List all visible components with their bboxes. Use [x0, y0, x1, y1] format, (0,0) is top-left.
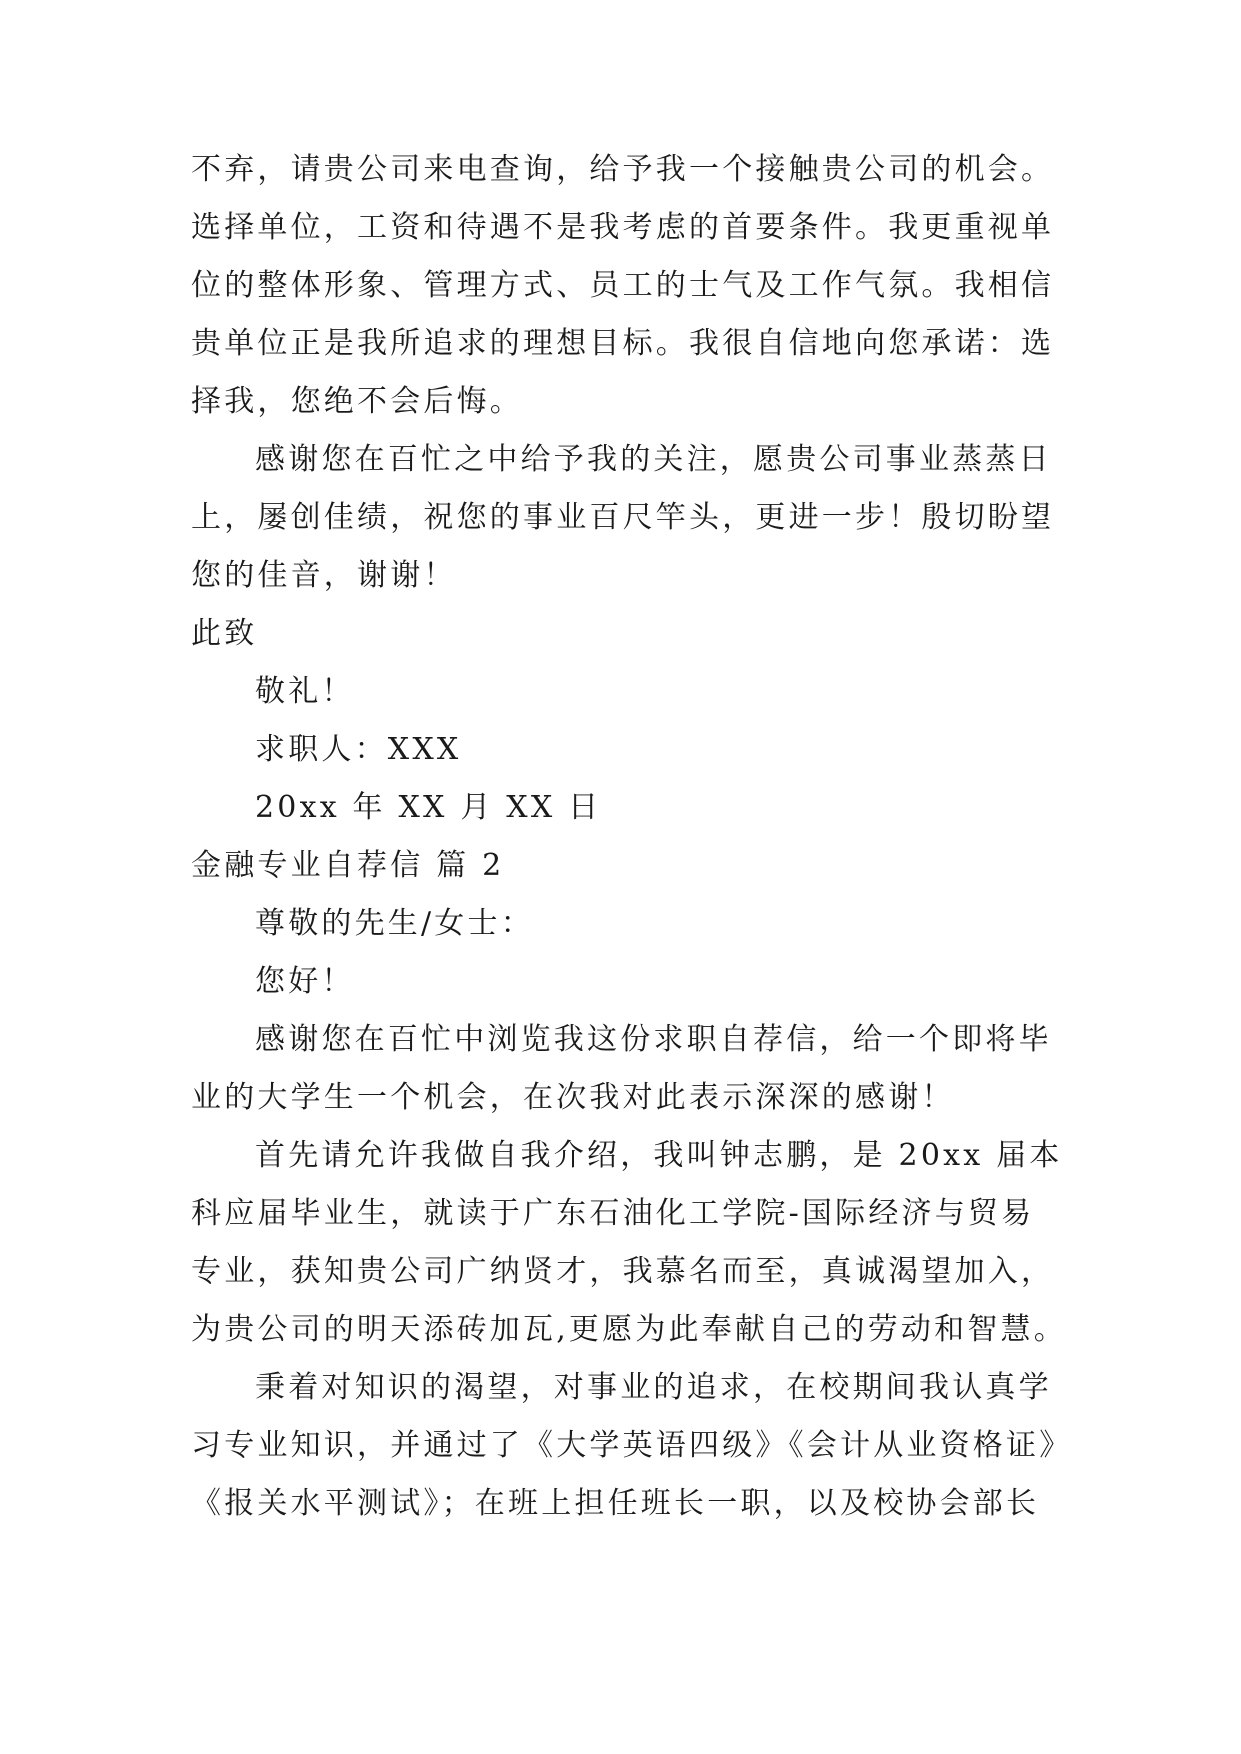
- text-line: 《报关水平测试》；在班上担任班长一职，以及校协会部长: [191, 1486, 1040, 1521]
- text-line: 业的大学生一个机会，在次我对此表示深深的感谢！: [191, 1080, 955, 1115]
- applicant-signature: 求职人：XXX: [255, 732, 462, 767]
- section-title: 金融专业自荐信 篇 2: [191, 848, 505, 883]
- text-line: 位的整体形象、管理方式、员工的士气及工作气氛。我相信: [191, 268, 1055, 303]
- text-line: 首先请允许我做自我介绍，我叫钟志鹏，是 20xx 届本: [255, 1138, 1063, 1173]
- greeting-hello: 您好！: [255, 964, 355, 999]
- text-line: 择我，您绝不会后悔。: [191, 384, 523, 419]
- text-line: 感谢您在百忙之中给予我的关注，愿贵公司事业蒸蒸日: [255, 442, 1052, 477]
- text-line: 专业，获知贵公司广纳贤才，我慕名而至，真诚渴望加入，: [191, 1254, 1055, 1289]
- text-line: 秉着对知识的渴望，对事业的追求，在校期间我认真学: [255, 1370, 1052, 1405]
- greeting: 尊敬的先生/女士：: [255, 906, 534, 941]
- text-line: 科应届毕业生，就读于广东石油化工学院-国际经济与贸易: [191, 1196, 1035, 1231]
- closing-salutation: 此致: [191, 616, 258, 651]
- closing-regards: 敬礼！: [255, 674, 355, 709]
- text-line: 习专业知识，并通过了《大学英语四级》《会计从业资格证》: [191, 1428, 1073, 1463]
- text-line: 您的佳音，谢谢！: [191, 558, 457, 593]
- text-line: 选择单位，工资和待遇不是我考虑的首要条件。我更重视单: [191, 210, 1055, 245]
- text-line: 为贵公司的明天添砖加瓦,更愿为此奉献自己的劳动和智慧。: [191, 1312, 1067, 1347]
- text-line: 贵单位正是我所追求的理想目标。我很自信地向您承诺：选: [191, 326, 1055, 361]
- text-line: 不弃，请贵公司来电查询，给予我一个接触贵公司的机会。: [191, 152, 1055, 187]
- text-line: 感谢您在百忙中浏览我这份求职自荐信，给一个即将毕: [255, 1022, 1052, 1057]
- text-line: 上，屡创佳绩，祝您的事业百尺竿头，更进一步！殷切盼望: [191, 500, 1055, 535]
- letter-date: 20xx 年 XX 月 XX 日: [255, 790, 602, 825]
